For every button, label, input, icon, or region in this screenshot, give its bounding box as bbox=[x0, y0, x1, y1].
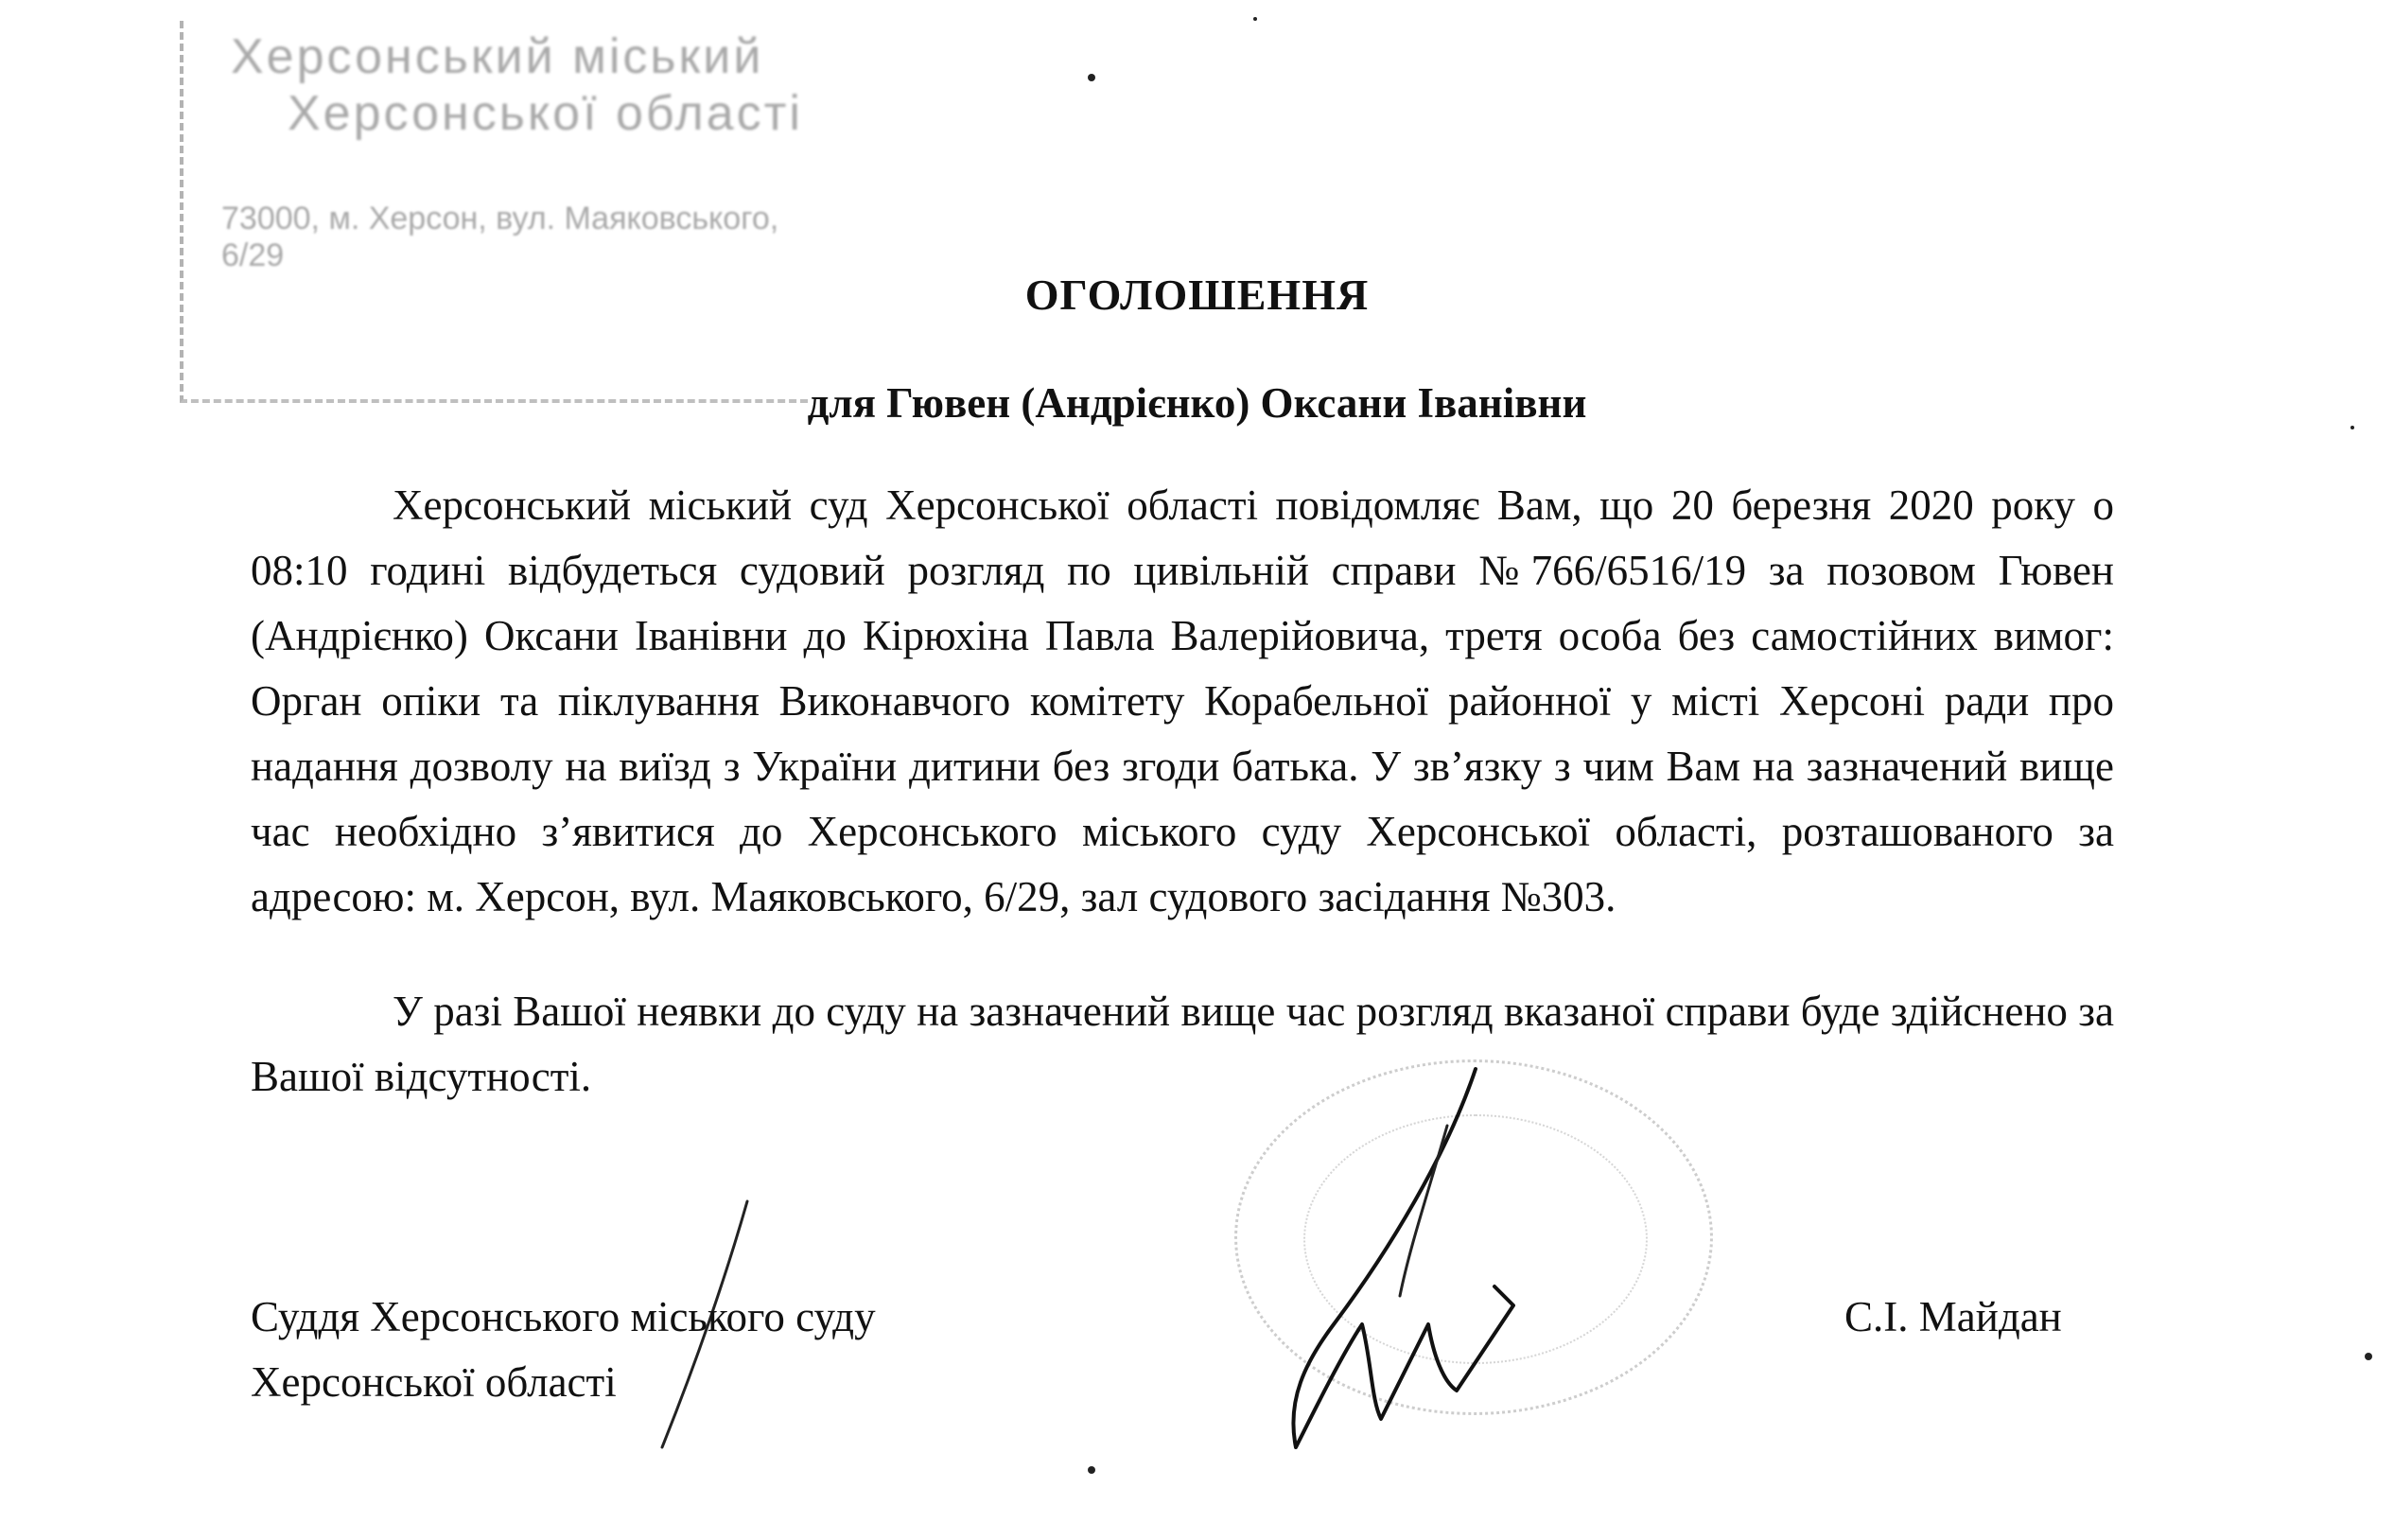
corner-stamp bbox=[180, 21, 808, 403]
signer-position-line-1: Суддя Херсонського міського суду bbox=[251, 1293, 876, 1340]
document-body bbox=[251, 473, 2114, 1110]
stamp-line-4: 73000, м. Херсон, вул. Маяковського, 6/29 bbox=[221, 201, 779, 273]
recipient-text: для Гювен (Андрієнко) Оксани Іванівни bbox=[807, 379, 1587, 427]
stamp-line-2: Херсонської області bbox=[288, 86, 803, 141]
scan-speck bbox=[2365, 1353, 2372, 1360]
paragraph-absence: У разі Вашої неявки до суду на зазначений вище час розгляд вказаної справи буде здійснено за Вашої відсутності. bbox=[251, 988, 2114, 1100]
signer-position bbox=[251, 1285, 876, 1415]
scan-speck bbox=[1088, 74, 1095, 81]
stamp-line-1: Херсонський міський bbox=[231, 29, 764, 84]
signer-position-line-2: Херсонської області bbox=[251, 1358, 617, 1406]
scan-speck bbox=[2350, 426, 2354, 429]
document-title: ОГОЛОШЕННЯ bbox=[1024, 271, 1370, 319]
scan-speck bbox=[1253, 17, 1257, 21]
handwritten-signature bbox=[1230, 1041, 1608, 1457]
paragraph-notice: Херсонський міський суд Херсонської області повідомляє Вам, що 20 березня 2020 року о 08:10 годині відбудеться судовий розгляд по цивільній справи №766/6516/19 за позовом Гювен (Андрієнко) Оксани Іванівни до Кірюхіна Павла Валерійовича, третя особа без самостійних вимог: Орган опіки та піклування Виконавчого комітету Корабельної районної у місті Херсоні ради про надання дозволу на виїзд з України дитини без згоди батька. У зв’язку з чим Вам на зазначений вище час необхідно з’явитися до Херсонського міського суду Херсонської області, розташованого за адресою: м. Херсон, вул. Маяковського, 6/29, зал судового засідання №303. bbox=[251, 481, 2114, 920]
signer-name: С.І. Майдан bbox=[1844, 1293, 2062, 1340]
scan-speck bbox=[1088, 1466, 1095, 1474]
recipient-line bbox=[0, 378, 2394, 428]
